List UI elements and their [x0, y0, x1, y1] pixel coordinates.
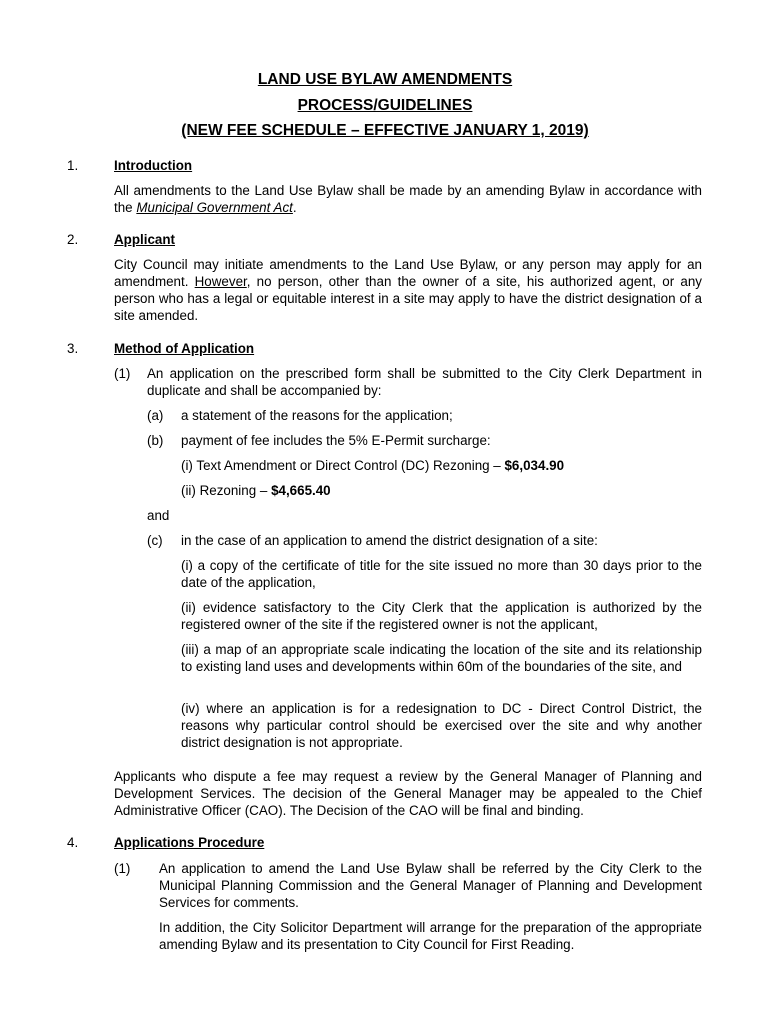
procedure-item-1-text-2: In addition, the City Solicitor Department will arrange for the preparation of the appropriate amending Bylaw and its presentation to City Council for First Reading.: [159, 920, 702, 952]
section-1-heading: Introduction: [114, 158, 193, 173]
procedure-item-1-label: (1): [114, 861, 131, 876]
item-b-label: (b): [147, 433, 164, 448]
section-2-heading: Applicant: [114, 232, 176, 247]
procedure-item-1-text: An application to amend the Land Use Bylaw shall be referred by the City Clerk to the Municipal Planning Commission and the General Manager of Planning and Development Services for comments.: [159, 861, 702, 910]
item-c-iii: (iii) a map of an appropriate scale indicating the location of the site and its relationship to existing land uses and developments within 60m of the boundaries of the site, and: [181, 642, 702, 674]
section-3-number: 3.: [67, 341, 79, 356]
section-1-number: 1.: [67, 158, 79, 173]
section-2-number: 2.: [67, 232, 79, 247]
fee-amount-1: $6,034.90: [504, 458, 565, 473]
item-b-text: payment of fee includes the 5% E-Permit surcharge:: [181, 433, 491, 448]
item-c-text: in the case of an application to amend the district designation of a site:: [181, 533, 598, 548]
section-4-heading: Applications Procedure: [114, 835, 265, 850]
fee-rezoning: (ii) Rezoning – $4,665.40: [181, 483, 331, 498]
item-1-text: An application on the prescribed form shall be submitted to the City Clerk Department in duplicate and shall be accompanied by:: [147, 366, 702, 398]
section-2-text: City Council may initiate amendments to the Land Use Bylaw, or any person may apply for an amendment. However, no person, other than the owner of a site, his authorized agent, or any person who has a legal or equitable interest in a site may apply to have the district designation of a site amended.: [114, 257, 702, 323]
section-1-text: All amendments to the Land Use Bylaw shall be made by an amending Bylaw in accordance with the Municipal Government Act.: [114, 183, 702, 215]
fee-text-amendment: (i) Text Amendment or Direct Control (DC) Rezoning – $6,034.90: [181, 458, 565, 473]
fee-dispute-text: Applicants who dispute a fee may request a review by the General Manager of Planning and Development Services. The decision of the General Manager may be appealed to the Chief Administrative Officer (CAO). The Decision of the CAO will be final and binding.: [114, 769, 702, 818]
section-3-heading: Method of Application: [114, 341, 255, 356]
act-reference: Municipal Government Act: [136, 200, 293, 215]
and-text: and: [147, 508, 170, 523]
item-c-label: (c): [147, 533, 163, 548]
title-line-2: PROCESS/GUIDELINES: [297, 97, 473, 114]
item-c-i: (i) a copy of the certificate of title for the site issued no more than 30 days prior to the date of the application,: [181, 558, 702, 590]
item-a-label: (a): [147, 408, 164, 423]
item-c-ii: (ii) evidence satisfactory to the City Clerk that the application is authorized by the registered owner of the site if the registered owner is not the applicant,: [181, 600, 702, 632]
item-a-text: a statement of the reasons for the application;: [181, 408, 453, 423]
fee-amount-2: $4,665.40: [271, 483, 331, 498]
title-line-1: LAND USE BYLAW AMENDMENTS: [257, 71, 513, 88]
item-1-label: (1): [114, 366, 131, 381]
section-4-number: 4.: [67, 835, 79, 850]
title-line-3: (NEW FEE SCHEDULE – EFFECTIVE JANUARY 1, 2019): [181, 122, 589, 139]
item-c-iv: (iv) where an application is for a redesignation to DC - Direct Control District, the reasons why particular control should be exercised over the site and why another district designation is not appropriate.: [181, 701, 702, 750]
